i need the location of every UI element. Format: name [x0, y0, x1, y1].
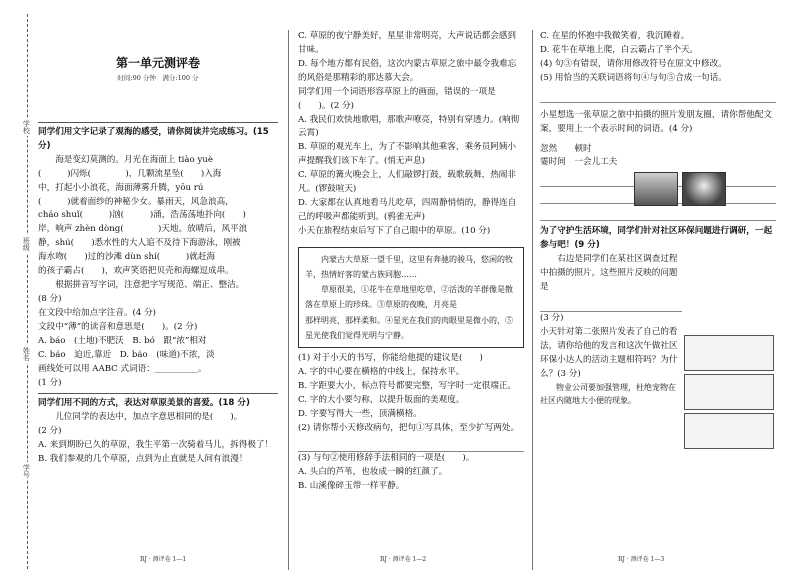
text-line: D. 字要写得大一些，顶满横格。 — [298, 408, 422, 419]
passage-line: ( )闪烁( )，几颗流星坠( )入海 — [38, 168, 222, 179]
text-line: (5) 用恰当的关联词语将句④与句⑤合成一句话。 — [540, 72, 727, 83]
question-1-score: (8 分) — [38, 294, 62, 305]
column-divider — [532, 30, 533, 570]
passage-line: ( )就着面纱的神秘少女。暴雨天，风急浪高， — [38, 196, 234, 207]
text-line: A. 字的中心要在横格的中线上，保持水平。 — [298, 366, 465, 377]
text-line: A. 我民们欢快地歌唱，那歌声嘹亮，特别有穿透力。(响彻云霄) — [298, 114, 520, 139]
question-3: 文段中“薄”的读音和意思是( )。(2 分) — [38, 321, 198, 332]
question-2: 在文段中给加点字注音。(4 分) — [38, 307, 157, 318]
page-1-footer: RJ · 测评卷 1—1 — [140, 556, 187, 563]
column-divider — [288, 30, 289, 570]
text-line: (1) 对于小天的书写，你能给他提的建议是( ) — [298, 352, 483, 363]
binding-label-name: 姓名 — [20, 345, 31, 363]
passage-line: 的孩子霸占( )，欢声笑语把贝壳和海螺逗成串。 — [38, 266, 234, 277]
text-line: 小天在旅程结束后写下了自己眼中的草原。(10 分) — [298, 225, 491, 236]
page-1 — [38, 30, 278, 467]
question-5-score: (2 分) — [38, 426, 62, 437]
binding-label-number: 学号 — [20, 462, 31, 480]
text-line: D. 大家都在认真地看马儿吃草，四周静悄悄的，静得连自己的呼吸声都能听到。(鸦雀无声) — [298, 198, 517, 222]
page-title: 第一单元测评卷 — [115, 56, 200, 70]
text-line: B. 字距要大小，标点符号都要完整，写字时一定很端正。 — [298, 380, 517, 391]
passage-line: 海水吻( )过的沙滩 dùn shí( )就赶海 — [38, 252, 216, 263]
passage-line: 静，shú( )悉水性的大人追不及待下海游泳，刚被 — [38, 238, 241, 249]
binding-dashed-line — [27, 14, 28, 569]
question-1: 根据拼音写字词，注意把字写规范、端正、整洁。 — [55, 280, 245, 291]
answer-line[interactable] — [298, 435, 524, 452]
env-question-1: 右边是同学们在某社区调查过程中拍摄的照片，这些照片反映的问题是 — [540, 254, 678, 293]
time-words-1: 忽然 顿时 — [540, 143, 592, 154]
passage-line: 中，打起小小浪花，海面薄雾升腾，yōu rú — [38, 182, 204, 193]
question-5-option-a: A. 来到期盼已久的草原，我生平第一次骑着马儿，拆得极了！ — [38, 440, 274, 451]
section-1-heading: 同学们用文字记录了观海的感受，请你阅读并完成练习。(15 分) — [38, 122, 278, 154]
page-3-footer: RJ · 测评卷 1—3 — [618, 556, 665, 563]
text-line: (3) 与句②使用修辞手法相同的一项是( )。 — [298, 453, 475, 464]
question-4-score: (1 分) — [38, 377, 62, 388]
passage-line: 岸，响声 zhèn dòng( )天地。放晴后，风平浪 — [38, 224, 248, 235]
answer-line[interactable] — [540, 204, 776, 221]
answer-line[interactable] — [540, 295, 682, 312]
env-question-2: 小天针对第二张照片发表了自己的看法，请你给他的发言和这次午做社区环保小达人的活动主题相符吗？为什么？(3 分) — [540, 326, 678, 379]
binding-label-school: 学校 — [20, 118, 31, 136]
binding-margin — [0, 0, 40, 583]
box-line: 那样明亮，那样柔和。④星光在我们的肉眼里是微小的，⑤星光使我们觉得光明与宁静。 — [305, 315, 513, 340]
page-2 — [298, 30, 524, 494]
exam-meta: 时间:90 分钟 满分:100 分 — [117, 74, 199, 83]
photo-question: 小星想选一张草原之旅中拍摄的照片发朋友圈，请你帮他配文案，要用上一个表示时间的词语。(4 分) — [540, 109, 773, 134]
box-line: 内蒙古大草原一望千里，这里有奔驰的骏马，悠闲的牧羊，热情好客的蒙古族同胞…… — [305, 254, 513, 280]
text-line: B. 山溪像碎玉带一样平静。 — [298, 481, 405, 492]
illustration-2 — [684, 374, 774, 410]
illustration-1 — [684, 335, 774, 371]
box-line: 草原很美，①花牛在草地里吃草，②活泼的羊群像是散落在草原上的珍珠。③草原的夜晚，月亮是 — [305, 285, 513, 310]
horse-photo — [634, 172, 678, 206]
property-notice: 物业公司要加强管理，杜绝宠物在社区内随地大小便的现象。 — [540, 382, 676, 405]
illustration-3 — [684, 413, 774, 449]
env-question-1-score: (3 分) — [540, 312, 564, 323]
passage-line: cháo shuǐ( )汹( )涌，浩荡荡地扑向( ) — [38, 210, 246, 221]
photo-row — [634, 172, 726, 206]
text-line: C. 字的大小要匀称，以提升版面的美观度。 — [298, 394, 465, 405]
question-3-options-cd: C. báo 迫近,靠近 D. báo (味道)不浓，淡 — [38, 349, 215, 360]
text-line: D. 每个地方都有民俗，这次内蒙古草原之旅中最令我难忘的风俗是那精彩的那达慕大会。 — [298, 58, 517, 83]
text-line: C. 草原的篝火晚会上，人们敲锣打鼓，载歌载舞，热闹非凡。(锣鼓喧天) — [298, 170, 516, 195]
question-4: 画线处可以用 AABC 式词语：__________。 — [38, 363, 207, 374]
text-line: 同学们用一个词语形容草原上的画面，错误的一项是( )。(2 分) — [298, 86, 496, 111]
page-2-footer: RJ · 测评卷 1—2 — [380, 556, 427, 563]
campfire-photo — [682, 172, 726, 206]
question-5-option-b: B. 我们参观的几个草原，点到为止直就是人间有浪漫！ — [38, 454, 248, 465]
binding-label-class: 班级 — [20, 235, 31, 253]
handwriting-box — [298, 247, 524, 348]
text-line: C. 在星的怀抱中我微笑着，我沉睡着。 — [540, 31, 690, 41]
text-line: A. 头白的芦苇，也妆成一瞬的红颜了。 — [298, 467, 448, 478]
question-5: 儿位同学的表达中，加点字意思相同的是( )。 — [55, 412, 243, 423]
question-3-options-ab: A. báo (土地)不肥沃 B. bó 跟“浓”相对 — [38, 335, 207, 346]
text-line: (2) 请你帮小天修改病句，把句①写具体，至少扩写两处。 — [298, 422, 520, 433]
passage-line: 海是变幻莫测的。月光在海面上 tiào yuè — [55, 154, 213, 165]
text-line: D. 花牛在草地上爬，白云霸占了半个天。 — [540, 44, 699, 55]
text-line: (4) 句③有错误，请你用修改符号在原文中修改。 — [540, 58, 727, 69]
answer-line[interactable] — [540, 86, 776, 103]
text-line: B. 草原的观光车上，为了不影响其他乘客，乘务员阿姨小声提醒我们该下车了。(悄无声息) — [298, 142, 517, 167]
time-words-2: 霎时间 一会儿工夫 — [540, 157, 618, 168]
section-2-heading: 同学们用不同的方式，表达对草原美景的喜爱。(18 分) — [38, 393, 278, 411]
text-line: C. 草原的夜宁静美好，星星非常明亮，大声说话都会感到甘味。 — [298, 31, 516, 55]
env-section-heading: 为了守护生活环境，同学们针对社区环保问题进行调研，一起参与吧！(9 分) — [540, 226, 773, 251]
